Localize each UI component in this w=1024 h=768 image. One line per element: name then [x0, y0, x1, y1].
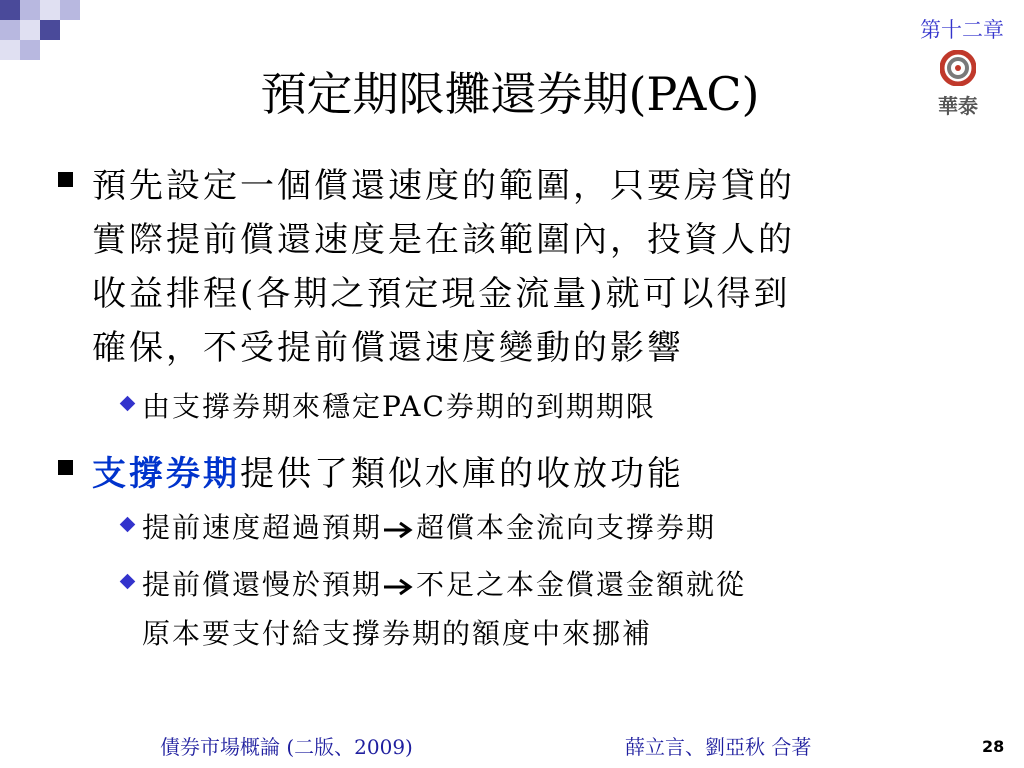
logo-text: 華泰 — [938, 94, 978, 118]
footer-book-title: 債券市場概論 (二版、2009) — [160, 735, 413, 759]
chapter-label: 第十二章 — [920, 18, 1004, 42]
bullet1-line3: 收益排程(各期之預定現金流量)就可以得到 — [92, 274, 791, 314]
slide-title: 預定期限攤還券期(PAC) — [260, 67, 760, 121]
bullet1-line2: 實際提前償還速度是在該範圍內，投資人的 — [92, 220, 795, 260]
bullet-square-icon — [58, 172, 73, 187]
bullet-diamond-icon — [120, 396, 136, 412]
bullet2-rest: 提供了類似水庫的收放功能 — [240, 454, 684, 494]
footer-authors: 薛立言、劉亞秋 合著 — [625, 735, 812, 759]
right-arrow-icon — [382, 577, 416, 597]
highlight-term: 支撐券期 — [92, 454, 240, 494]
page-number: 28 — [982, 737, 1005, 756]
bullet2-sub1-left: 提前速度超過預期 — [142, 511, 383, 544]
bullet2-sub2-left: 提前償還慢於預期 — [142, 568, 383, 601]
right-arrow-icon — [382, 520, 416, 540]
bullet-diamond-icon — [120, 574, 136, 590]
bullet2-sub1-right: 超償本金流向支撐券期 — [416, 511, 717, 544]
bullet2-sub2-line2: 原本要支付給支撐券期的額度中來挪補 — [142, 617, 653, 650]
bullet1-line4: 確保，不受提前償還速度變動的影響 — [92, 328, 684, 368]
bullet-square-icon — [58, 460, 73, 475]
bullet-diamond-icon — [120, 517, 136, 533]
bullet2-sub2 — [142, 563, 746, 603]
bullet2-sub1 — [142, 506, 716, 546]
bullet2-sub2-right: 不足之本金償還金額就從 — [416, 568, 747, 601]
bullet2-line — [92, 446, 684, 495]
bullet1-sub1: 由支撐券期來穩定PAC券期的到期期限 — [142, 390, 656, 423]
bullet1-line1: 預先設定一個償還速度的範圍，只要房貸的 — [92, 166, 795, 206]
